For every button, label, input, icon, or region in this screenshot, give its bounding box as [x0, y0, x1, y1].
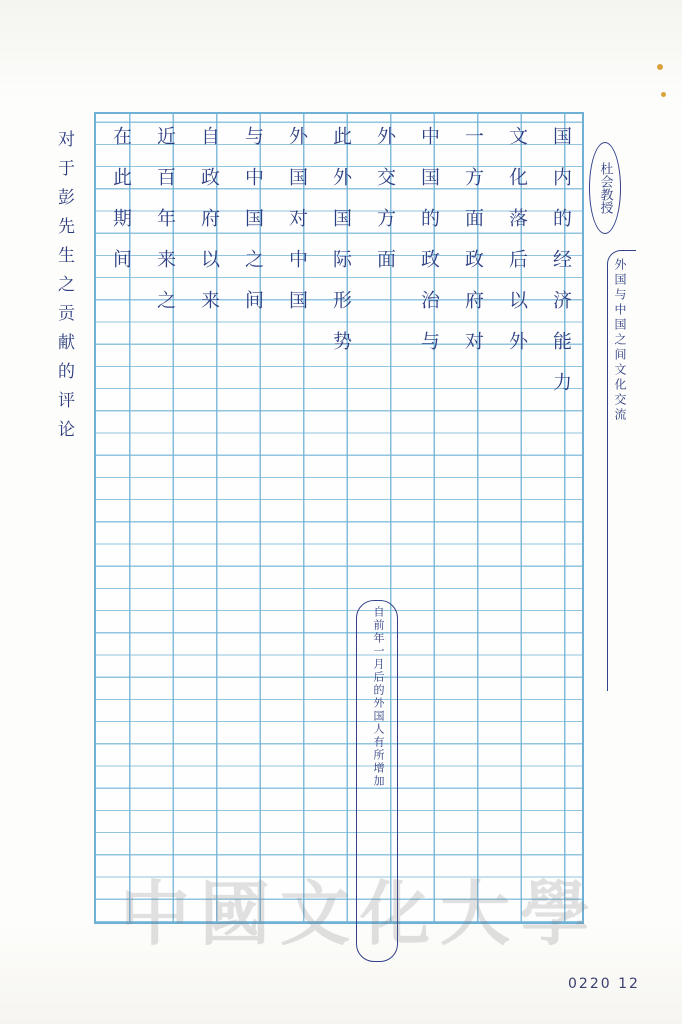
paper-stain [657, 64, 663, 70]
manuscript-column: 自政府以来 [198, 126, 220, 331]
manuscript-column: 文化落后以外 [506, 126, 528, 372]
manuscript-column: 外交方面 [374, 126, 396, 290]
page-number: 0220 12 [568, 976, 640, 992]
left-margin-note: 对于彭先生之贡献的评论 [54, 130, 74, 449]
manuscript-column: 外国对中国 [286, 126, 308, 331]
manuscript-column: 中国的政治与 [418, 126, 440, 372]
circled-annotation: 杜会教授 [589, 142, 621, 234]
watermark: 中國文化大學 [120, 872, 600, 955]
inserted-annotation: 自前年一月后的外国人有所增加 [372, 606, 385, 788]
manuscript-column: 此外国际形势 [330, 126, 352, 372]
manuscript-column: 在此期间 [110, 126, 132, 290]
manuscript-column: 国内的经济能力 [550, 126, 572, 413]
paper-stain [661, 92, 666, 97]
manuscript-column: 与中国之间 [242, 126, 264, 331]
manuscript-column: 一方面政府对 [462, 126, 484, 372]
manuscript-column: 近百年来之 [154, 126, 176, 331]
right-margin-note: 外国与中国之间文化交流 [613, 258, 627, 423]
